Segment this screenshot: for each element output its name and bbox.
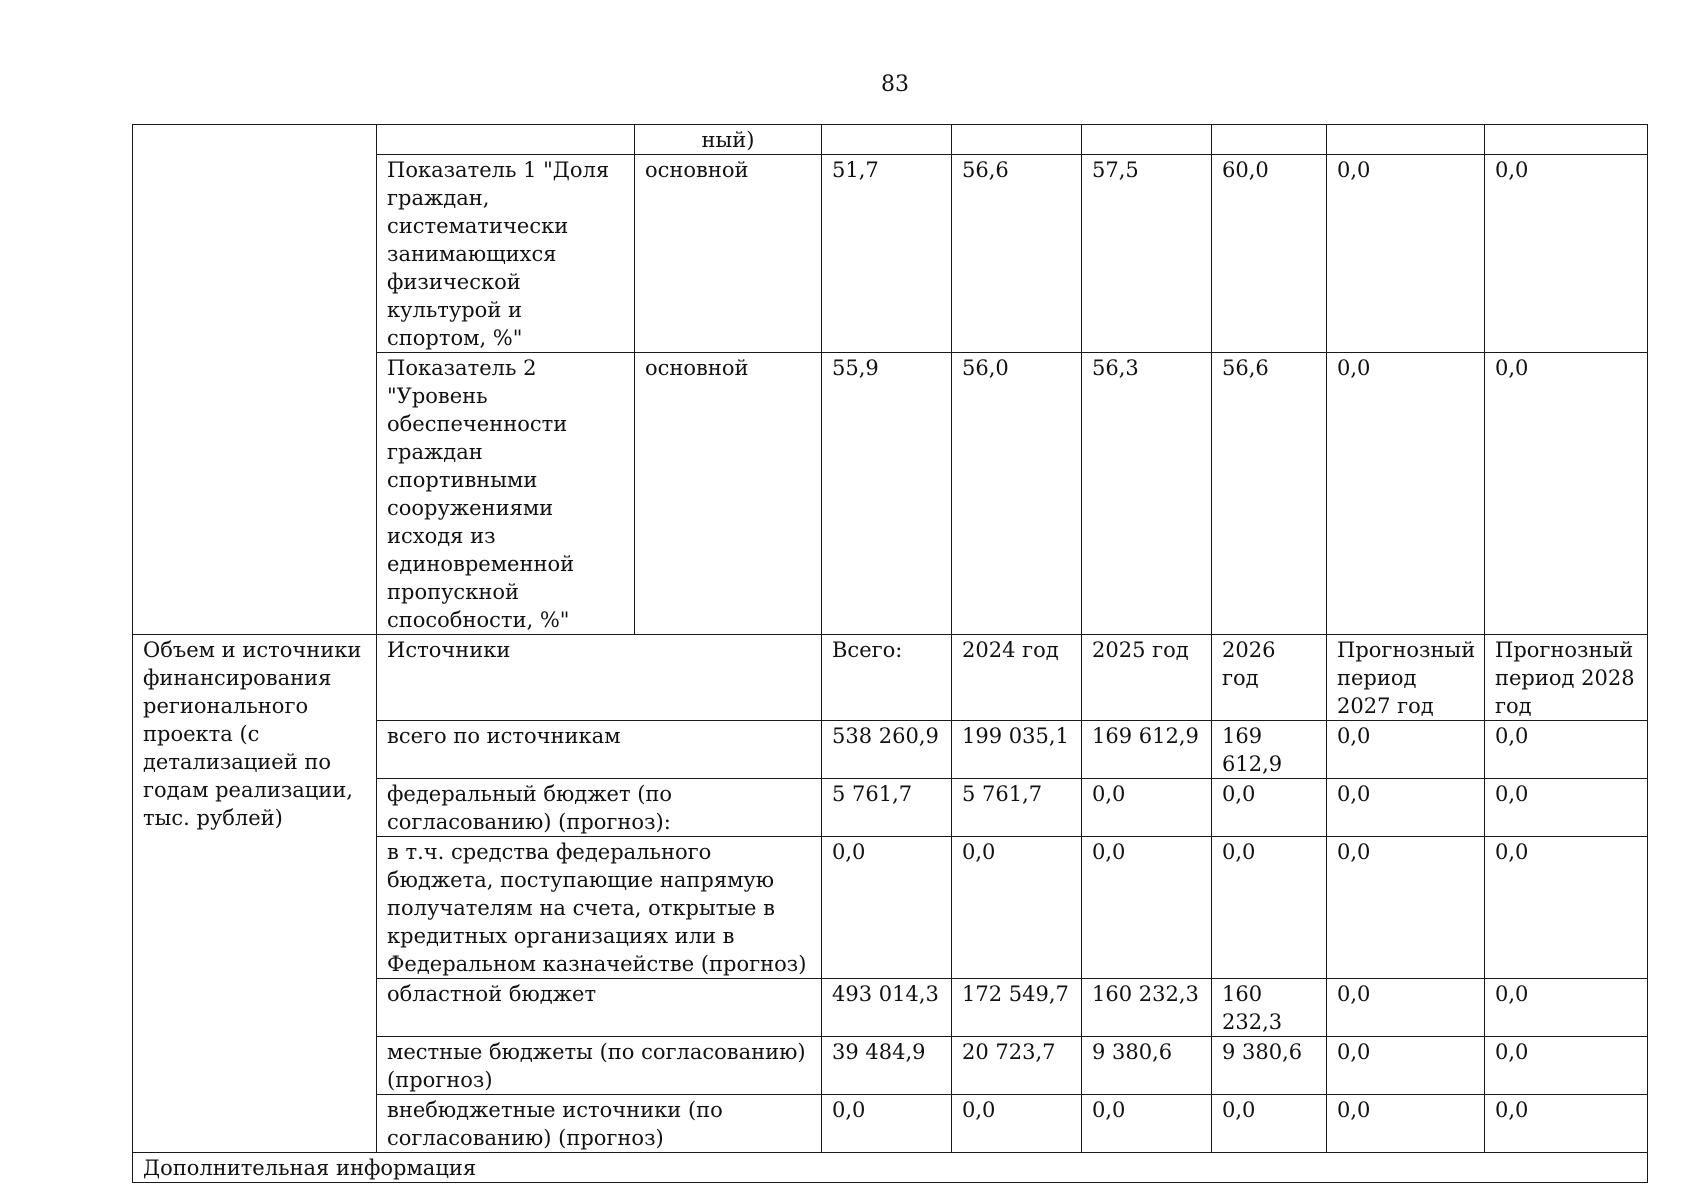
amount: 0,0 [1082,837,1212,979]
amount: 20 723,7 [952,1037,1082,1095]
amount: 9 380,6 [1212,1037,1327,1095]
indicator-value: 56,6 [952,155,1082,353]
financing-label: Объем и источники финансирования регионального проекта (с детализацией по годам реализации, тыс. рублей) [133,635,377,1153]
amount: 0,0 [1485,837,1648,979]
indicator-value: 0,0 [1327,353,1485,635]
indicator-type: основной [635,155,822,353]
additional-info-row [133,1153,1648,1183]
indicator-value: 60,0 [1212,155,1327,353]
amount: 0,0 [1327,779,1485,837]
amount: 0,0 [1327,837,1485,979]
indicator-value: 56,3 [1082,353,1212,635]
amount: 9 380,6 [1082,1037,1212,1095]
amount: 160 232,3 [1212,979,1327,1037]
amount: 39 484,9 [822,1037,952,1095]
source-name: областной бюджет [377,979,822,1037]
source-name: всего по источникам [377,721,822,779]
indicator-name: Показатель 1 "Доля граждан, систематически занимающихся физической культурой и спортом, %" [377,155,635,353]
indicator-name: Показатель 2 "Уровень обеспеченности граждан спортивными сооружениями исходя из единовременной пропускной способности, %" [377,353,635,635]
amount: 538 260,9 [822,721,952,779]
label-cell-empty [133,125,377,635]
source-name: в т.ч. средства федерального бюджета, поступающие напрямую получателям на счета, открытые в кредитных организациях или в Федеральном казначействе (прогноз) [377,837,822,979]
source-name: внебюджетные источники (по согласованию) (прогноз) [377,1095,822,1153]
indicator-value: 0,0 [1485,155,1648,353]
amount: 199 035,1 [952,721,1082,779]
indicator-value: 0,0 [1327,155,1485,353]
financing-header-row [133,635,1648,721]
amount: 169 612,9 [1082,721,1212,779]
amount: 0,0 [1485,979,1648,1037]
amount: 0,0 [1485,1037,1648,1095]
indicator-value: 0,0 [1485,353,1648,635]
indicator-value: 56,0 [952,353,1082,635]
indicator-value: 51,7 [822,155,952,353]
header-total: Всего: [822,635,952,721]
amount: 169 612,9 [1212,721,1327,779]
amount: 5 761,7 [952,779,1082,837]
amount: 0,0 [1327,721,1485,779]
header-2028: Прогнозный период 2028 год [1485,635,1648,721]
amount: 0,0 [952,1095,1082,1153]
amount: 0,0 [822,1095,952,1153]
amount: 0,0 [1212,1095,1327,1153]
amount: 0,0 [1485,779,1648,837]
header-sources: Источники [377,635,822,721]
amount: 0,0 [822,837,952,979]
amount: 0,0 [1327,1095,1485,1153]
source-name: местные бюджеты (по согласованию) (прогноз) [377,1037,822,1095]
header-2027: Прогнозный период 2027 год [1327,635,1485,721]
continuation-text: ный) [635,125,822,155]
page-number: 83 [881,72,909,97]
amount: 172 549,7 [952,979,1082,1037]
continuation-row [133,125,1648,155]
amount: 0,0 [1485,721,1648,779]
cell-empty [377,125,635,155]
indicator-value: 57,5 [1082,155,1212,353]
amount: 0,0 [1212,837,1327,979]
amount: 0,0 [1485,1095,1648,1153]
amount: 0,0 [1212,779,1327,837]
amount: 0,0 [1082,1095,1212,1153]
amount: 160 232,3 [1082,979,1212,1037]
header-2026: 2026 год [1212,635,1327,721]
amount: 0,0 [1082,779,1212,837]
indicator-value: 55,9 [822,353,952,635]
amount: 0,0 [1327,979,1485,1037]
indicator-value: 56,6 [1212,353,1327,635]
indicator-type: основной [635,353,822,635]
amount: 0,0 [952,837,1082,979]
amount: 5 761,7 [822,779,952,837]
header-2025: 2025 год [1082,635,1212,721]
additional-info: Дополнительная информация [133,1153,1648,1183]
amount: 0,0 [1327,1037,1485,1095]
amount: 493 014,3 [822,979,952,1037]
project-passport-table [132,124,1648,1183]
header-2024: 2024 год [952,635,1082,721]
source-name: федеральный бюджет (по согласованию) (прогноз): [377,779,822,837]
